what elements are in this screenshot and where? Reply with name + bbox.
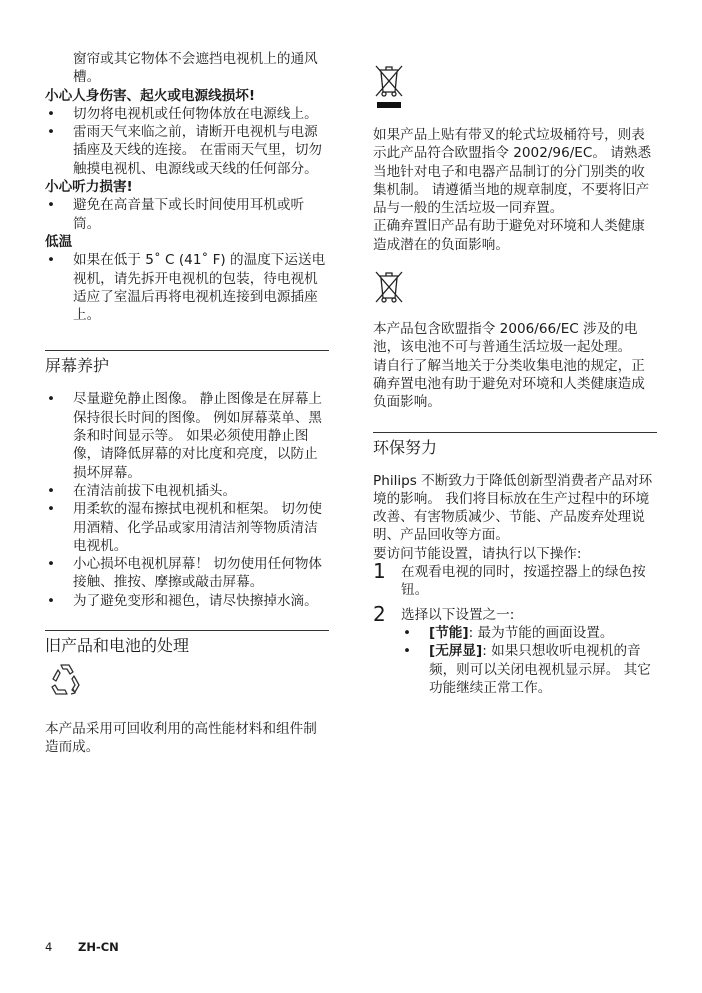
option-item <box>373 624 657 642</box>
injury-heading: 小心人身伤害、起火或电源线损坏! <box>45 87 256 104</box>
screen-care-section <box>45 350 329 610</box>
eco-instruction: 要访问节能设置，请执行以下操作: <box>373 545 582 562</box>
page-footer <box>45 940 119 954</box>
list-item: • 在清洁前拔下电视机插头。 <box>45 482 329 500</box>
crossed-bin-icon <box>373 268 405 306</box>
list-item: • 切勿将电视机或任何物体放在电源线上。 <box>45 105 329 123</box>
step-text: 选择以下设置之一: <box>401 606 515 623</box>
eco-section <box>373 432 657 698</box>
eco-text: Philips 不断致力于降低创新型消费者产品对环境的影响。 我们将目标放在生产过程中的环境改善、有害物质减少、节能、产品废弃处理说明、产品回收等方面。 <box>373 472 653 544</box>
step-item <box>373 601 657 626</box>
option-item <box>373 642 657 697</box>
disposal-section <box>45 630 329 757</box>
step-number: 1 <box>373 559 386 584</box>
list-item: • 避免在高音量下或长时间使用耳机或听筒。 <box>45 196 329 233</box>
recycle-icon <box>45 660 85 700</box>
crossed-bin-icon <box>373 62 405 110</box>
list-item: • 小心损坏电视机屏幕！ 切勿使用任何物体接触、推按、摩擦或敲击屏幕。 <box>45 555 329 592</box>
left-column <box>45 50 329 757</box>
weee-text: 如果产品上贴有带叉的轮式垃圾桶符号，则表示此产品符合欧盟指令 2002/96/EC。 请熟悉当地针对电子和电器产品制订的分门别类的收集机制。 请遵循当地的规章制度，不要将旧产品与一般的生活垃圾一同弃置。 <box>373 127 652 217</box>
battery-text-2: 请自行了解当地关于分类收集电池的规定，正确弃置电池有助于避免对环境和人类健康造成负面影响。 <box>373 357 645 411</box>
right-column <box>373 62 657 697</box>
step-number: 2 <box>373 601 386 626</box>
low-temperature-heading: 低温 <box>45 233 73 250</box>
section-title-screen-care: 屏幕养护 <box>45 356 110 376</box>
step-text: 在观看电视的同时，按遥控器上的绿色按钮。 <box>401 564 646 599</box>
disposal-text: 本产品采用可回收利用的高性能材料和组件制造而成。 <box>45 721 317 756</box>
battery-text: 本产品包含欧盟指令 2006/66/EC 涉及的电池，该电池不可与普通生活垃圾一起处理。 <box>373 321 638 356</box>
section-title-eco: 环保努力 <box>373 437 438 457</box>
list-item: • 雷雨天气来临之前，请断开电视机与电源插座及天线的连接。 在雷雨天气里，切勿触摸电视机、电源线或天线的任何部分。 <box>45 123 329 178</box>
page-number: 4 <box>45 940 53 954</box>
section-title-disposal: 旧产品和电池的处理 <box>45 636 190 656</box>
list-item: • 为了避免变形和褪色，请尽快擦掉水滴。 <box>45 592 329 610</box>
language-code: ZH-CN <box>77 940 119 954</box>
option-desc: : 最为节能的画面设置。 <box>468 624 614 641</box>
intro-continuation: 窗帘或其它物体不会遮挡电视机上的通风槽。 <box>73 51 318 86</box>
step-item <box>373 559 657 600</box>
option-desc: : 如果只想收听电视机的音频，则可以关闭电视机显示屏。 其它功能继续正常工作。 <box>429 643 651 696</box>
option-key: [无屏显] <box>429 643 483 660</box>
list-item: • 尽量避免静止图像。 静止图像是在屏幕上保持很长时间的图像。 例如屏幕菜单、黑条和时间显示等。 如果必须使用静止图像，请降低屏幕的对比度和亮度，以防止损坏屏幕。 <box>45 390 329 481</box>
option-key: [节能] <box>429 624 469 641</box>
list-item: • 用柔软的湿布擦拭电视机和框架。 切勿使用酒精、化学品或家用清洁剂等物质清洁电视机。 <box>45 500 329 555</box>
hearing-heading: 小心听力损害! <box>45 179 133 196</box>
list-item: • 如果在低于 5˚ C (41˚ F) 的温度下运送电视机，请先拆开电视机的包装，待电视机适应了室温后再将电视机连接到电源插座上。 <box>45 251 329 324</box>
weee-text-2: 正确弃置旧产品有助于避免对环境和人类健康造成潜在的负面影响。 <box>373 218 645 253</box>
